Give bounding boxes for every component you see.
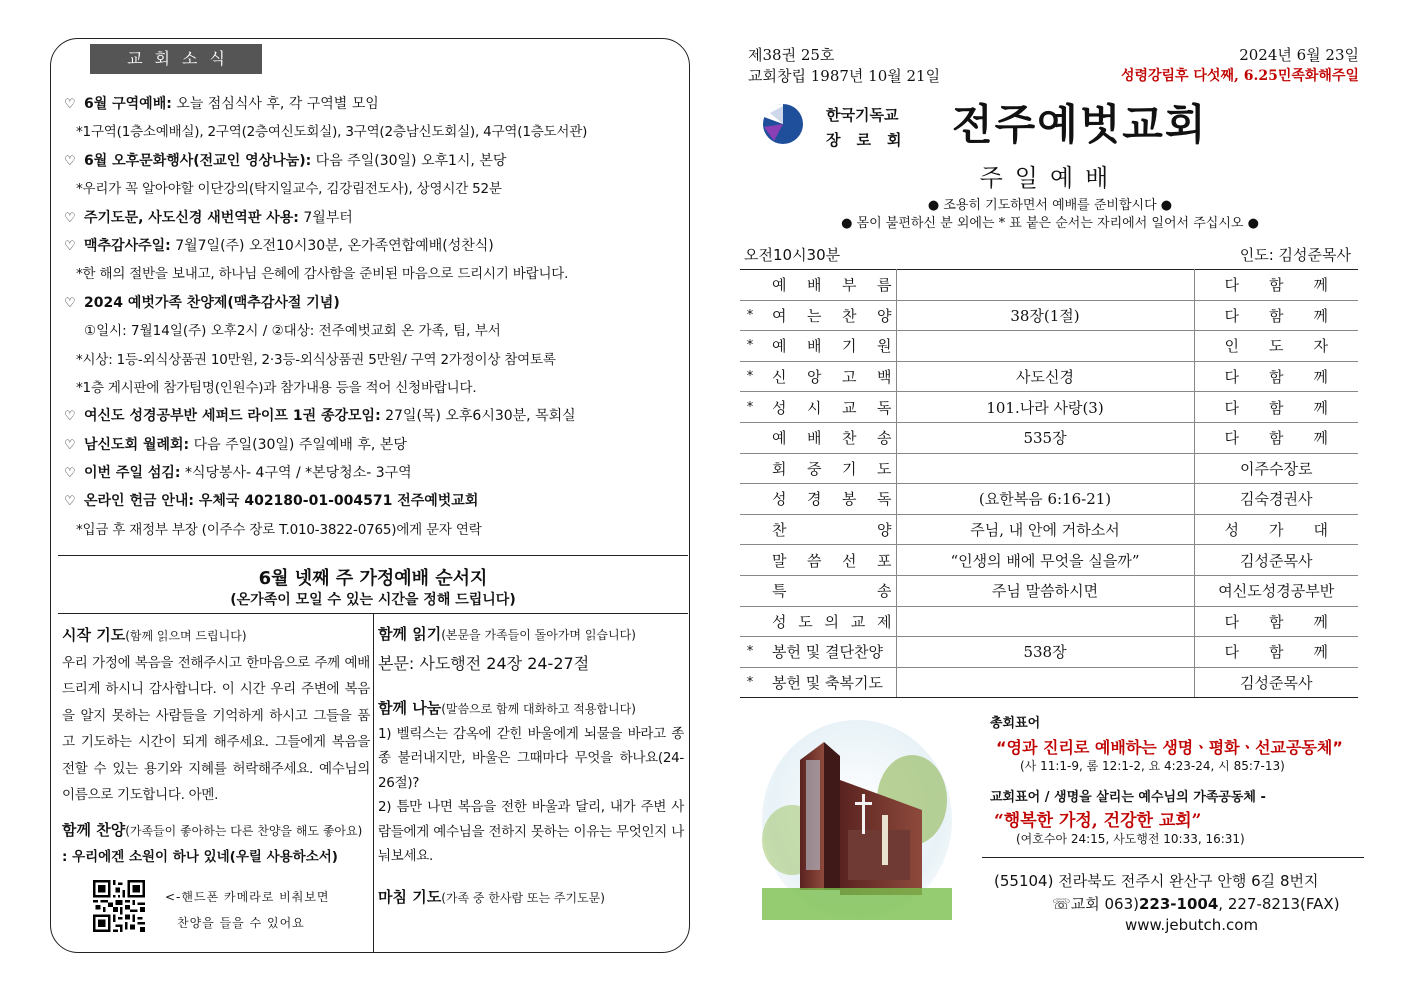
order-item-content: 주님 말씀하시면 [896,575,1194,606]
news-item-note: ①일시: 7월14일(주) 오후2시 / ②대상: 전주예벗교회 온 가족, 팀, 부서 [84,323,501,340]
order-row [740,606,1358,637]
letter: 배 [807,337,822,356]
order-item-person-text: 이주수장로 [1240,459,1313,478]
order-item-person-text [1195,305,1359,326]
sharing-question-1: 1) 벨릭스는 감옥에 갇힌 바울에게 뇌물을 바라고 종종 불러내지만, 바울은 그때마다 무엇을 하나요(24-26절)? [378,725,684,791]
order-item-content: 538장 [896,637,1194,668]
letter: 성 [772,490,787,509]
order-item-name-text [760,427,892,448]
news-list [64,90,684,544]
news-header: 교회소식 [90,44,262,74]
letter: 시 [807,398,822,417]
letter: 자 [1313,337,1328,356]
opening-prayer-text: 우리 가정에 복음을 전해주시고 한마음으로 주께 예배드리게 하시니 감사합니다. 이 시간 우리 주변에 복음을 알지 못하는 사람들을 기억하게 하시고 그들을 품고 기도하는 시간이 되게 해주세요. 그들에게 복음을 전할 수 있는 용기와 지혜를 허락해주세요. 예수님의 이름으로 기도합니다. 아멘. [62,654,370,803]
heart-bullet-icon: ♡ [64,295,76,311]
standing-mark: * [740,300,760,331]
news-item-detail: 7월7일(주) 오전10시30분, 온가족연합예배(성찬식) [170,237,494,254]
letter: 께 [1313,429,1328,448]
order-item-person-text [1195,519,1359,540]
letter: 가 [1269,521,1284,540]
letter: 배 [807,429,822,448]
news-item-detail: *식당봉사- 4구역 / *본당청소- 3구역 [180,465,412,482]
divider [982,857,1364,858]
news-item [64,374,684,402]
liturgical-season: 성령강림후 다섯째, 6.25민족화해주일 [1120,68,1359,84]
order-item-person [1194,361,1358,392]
order-item-content: 535장 [896,422,1194,453]
order-item-content: 주님, 내 안에 거하소서 [896,514,1194,545]
order-row [740,361,1358,392]
sharing-note: (말씀으로 함께 대화하고 적용합니다) [441,702,636,716]
standing-mark [740,484,760,515]
closing-note: (가족 중 한사람 또는 주기도문) [441,890,605,905]
news-item [64,232,684,260]
qr-note-line: <-핸드폰 카메라로 비춰보면 [165,890,330,904]
news-item-detail: 오늘 점심식사 후, 각 구역별 모임 [171,96,379,112]
letter: 백 [877,368,892,387]
letter: 고 [842,368,857,387]
order-row [740,331,1358,362]
news-item [64,118,684,146]
news-item-detail: 다음 주일(30일) 오후1시, 본당 [311,152,507,169]
news-item [64,90,684,118]
letter: 교 [850,612,866,631]
order-row [740,637,1358,668]
order-item-person-text [1195,427,1359,448]
letter: 함 [1269,643,1284,662]
order-row [740,575,1358,606]
order-item-name-text [760,397,892,418]
phone-main[interactable]: 223-1004 [1139,895,1219,913]
news-item-title: 2024 예벗가족 찬양제(맥추감사절 기념) [84,294,340,311]
order-item-name [760,361,896,392]
order-item-name-text [760,611,892,632]
news-item [64,346,684,374]
opening-prayer-note: (함께 읽으며 드립니다) [125,629,247,643]
standing-mark: * [740,667,760,698]
order-item-person [1194,514,1358,545]
letter: 함 [1269,276,1284,295]
order-item-name-text [760,550,892,571]
order-row [740,422,1358,453]
news-item [64,487,684,515]
order-item-name [760,575,896,606]
order-item-content [896,606,1194,637]
letter: 다 [1224,612,1239,631]
news-item [64,402,684,430]
letter: 부 [842,276,857,295]
order-item-person [1194,667,1358,698]
letter: 다 [1224,276,1239,295]
order-item-name [760,667,896,698]
order-item-name-text [760,519,892,540]
order-item-person-text [1195,611,1359,632]
letter: 도 [877,459,892,478]
order-row [740,514,1358,545]
order-item-person-text: 김성준목사 [1240,674,1313,693]
standing-mark [740,575,760,606]
order-item-name-text [760,305,892,326]
order-item-person [1194,484,1358,515]
letter: 송 [877,429,892,448]
order-item-person [1194,331,1358,362]
standing-mark [740,514,760,545]
church-motto: “행복한 가정, 건강한 교회” [994,811,1202,831]
order-item-person-text [1195,274,1359,295]
qr-code-icon[interactable] [93,880,145,932]
letter: 중 [807,459,822,478]
letter: 말 [772,551,787,570]
letter: 송 [877,582,892,601]
family-worship-right-column [378,622,684,910]
service-notice-2: ● 몸이 불편하신 분 외에는 * 표 붙은 순서는 자리에서 일어서 주십시오 ● [841,216,1259,231]
order-item-person-text: 김숙경권사 [1240,490,1313,509]
qr-note-line: 찬양을 들을 수 있어요 [177,916,305,930]
letter: 성 [1224,521,1239,540]
closing-heading [378,885,684,911]
letter: 제 [877,612,892,631]
service-time: 오전10시30분 [744,246,841,264]
order-item-name [760,300,896,331]
news-item-note: *1층 게시판에 참가팀명(인원수)과 참가내용 등을 적어 신청바랍니다. [76,379,477,396]
qr-note [165,884,330,936]
letter: 예 [772,276,787,295]
letter: 배 [807,276,822,295]
order-item-name [760,514,896,545]
order-item-name-text [760,366,892,387]
order-item-person [1194,300,1358,331]
hymn-text: : 우리에겐 소원이 하나 있네(우릴 사용하소서) [62,849,338,865]
letter: 교 [842,398,857,417]
phone-prefix: ☏교회 063) [1052,895,1139,913]
heart-bullet-icon: ♡ [64,437,76,453]
order-item-name [760,484,896,515]
order-item-name-text [760,274,892,295]
order-row [740,270,1358,301]
church-building-image [762,720,952,920]
heart-bullet-icon: ♡ [64,153,76,169]
service-leader: 인도: 김성준목사 [1239,246,1351,264]
hymn-note: (가족들이 좋아하는 다른 찬양을 해도 좋아요) [125,823,363,838]
order-item-person-text [1195,641,1359,662]
letter: 성 [772,612,787,631]
letter: 씀 [807,551,822,570]
letter: 다 [1224,643,1239,662]
founding-date: 교회창립 1987년 10월 21일 [748,67,941,85]
news-item [64,431,684,459]
letter: 신 [772,368,787,387]
news-item-detail: 7월부터 [298,209,353,226]
order-item-content: 38장(1절) [896,300,1194,331]
hymn-title: 함께 찬양 [62,820,126,839]
order-item-person [1194,545,1358,576]
news-item-note: *시상: 1등-외식상품권 10만원, 2·3등-외식상품권 5만원/ 구역 2가정이상 참여토록 [76,351,556,368]
order-row [740,667,1358,698]
order-item-person [1194,575,1358,606]
letter: 인 [1224,337,1239,356]
letter: 께 [1313,368,1328,387]
order-item-name [760,331,896,362]
heart-bullet-icon: ♡ [64,210,76,226]
opening-prayer-heading [62,622,370,650]
news-item [64,516,684,544]
order-item-content: 사도신경 [896,361,1194,392]
letter: 함 [1269,398,1284,417]
column-divider [373,613,374,953]
news-item-note: *1구역(1층소예배실), 2구역(2층여신도회실), 3구역(2층남신도회실), 4구역(1층도서관) [76,124,588,141]
order-item-person-text: 여신도성경공부반 [1218,582,1335,601]
letter: 양 [877,521,892,540]
order-item-person-text [1195,397,1359,418]
reading-heading [378,622,684,648]
news-item [64,289,684,317]
letter: 께 [1313,276,1328,295]
order-row [740,545,1358,576]
news-item-title: 6월 구역예배: [84,96,172,112]
order-row [740,392,1358,423]
letter: 다 [1224,306,1239,325]
letter: 특 [772,582,787,601]
church-motto-label: 교회표어 / 생명을 살리는 예수님의 가족공동체 - [990,790,1266,805]
letter: 찬 [772,521,787,540]
standing-mark [740,453,760,484]
general-motto: “영과 진리로 예배하는 생명ㆍ평화ㆍ선교공동체” [996,738,1343,757]
family-worship-title: 6월 넷째 주 가정예배 순서지 [258,568,488,589]
heart-bullet-icon: ♡ [64,97,76,112]
order-row [740,300,1358,331]
general-motto-reference: (사 11:1-9, 롬 12:1-2, 요 4:23-24, 시 85:7-13) [1020,759,1285,773]
order-item-name-text: 봉헌 및 축복기도 [772,674,883,693]
news-item-detail: 다음 주일(30일) 주일예배 후, 본당 [189,436,407,453]
letter: 도 [1269,337,1284,356]
news-item [64,317,684,345]
order-item-person [1194,637,1358,668]
letter: 경 [807,490,822,509]
standing-mark: * [740,637,760,668]
letter: 다 [1224,368,1239,387]
letter: 찬 [842,429,857,448]
news-item [64,459,684,487]
reading-note: (본문을 가족들이 돌아가며 읽습니다) [441,628,636,642]
heart-bullet-icon: ♡ [64,409,76,425]
order-item-content [896,667,1194,698]
bulletin-date: 2024년 6월 23일 [1239,46,1359,64]
order-item-person-text: 김성준목사 [1240,551,1313,570]
order-item-name [760,453,896,484]
order-item-name [760,392,896,423]
letter: 의 [824,612,839,631]
family-worship-left-column [62,622,370,871]
sharing-title: 함께 나눔 [378,699,442,717]
news-item-title: 여신도 성경공부반 세퍼드 라이프 1권 종강모임: [84,408,381,425]
order-item-person [1194,453,1358,484]
church-motto-reference: (여호수아 24:15, 사도행전 10:33, 16:31) [1016,832,1245,846]
letter: 대 [1313,521,1328,540]
news-item-title: 이번 주일 섬김: [84,465,181,482]
general-motto-label: 총회표어 [990,716,1041,731]
news-item-title: 주기도문, 사도신경 새번역판 사용: [84,209,299,226]
service-title: 주일예배 [979,164,1121,192]
order-row [740,484,1358,515]
news-item [64,147,684,175]
standing-mark: * [740,331,760,362]
news-item-title: 온라인 헌금 안내: 우체국 402180-01-004571 전주예벗교회 [84,493,479,510]
heart-bullet-icon: ♡ [64,466,76,482]
order-item-name-text [760,335,892,356]
order-item-content: “인생의 배에 무엇을 실을까” [896,545,1194,576]
order-item-name-text: 봉헌 및 결단찬양 [772,643,883,662]
standing-mark [740,545,760,576]
letter: 독 [877,490,892,509]
standing-mark: * [740,392,760,423]
order-item-content [896,453,1194,484]
letter: 께 [1313,643,1328,662]
letter: 함 [1269,612,1284,631]
denomination-line-2: 장로회 [826,131,918,149]
standing-mark: * [740,361,760,392]
heart-bullet-icon: ♡ [64,238,76,254]
letter: 앙 [807,368,822,387]
news-item-note: *한 해의 절반을 보내고, 하나님 은혜에 감사함을 준비된 마음으로 드리시기 바랍니다. [76,266,569,283]
order-item-name-text [760,488,892,509]
order-item-person-text [1195,335,1359,356]
letter: 름 [877,276,892,295]
letter: 기 [842,337,857,356]
letter: 양 [877,306,892,325]
order-item-person [1194,606,1358,637]
order-item-person [1194,270,1358,301]
reading-text: 본문: 사도행전 24장 24-27절 [378,653,590,673]
news-item-note: *입금 후 재정부 부장 (이주수 장로 T.010-3822-0765)에게 문자 연락 [76,521,482,538]
church-address: (55104) 전라북도 전주시 완산구 안행 6길 8번지 [994,872,1319,890]
denomination-line-1: 한국기독교 [826,106,899,124]
letter: 원 [877,337,892,356]
letter: 포 [877,551,892,570]
news-item [64,260,684,288]
reading-title: 함께 읽기 [378,625,442,643]
order-item-person [1194,422,1358,453]
news-item-detail: 27일(목) 오후6시30분, 목회실 [380,408,576,425]
order-item-name [760,270,896,301]
standing-mark [740,422,760,453]
news-item-note: *우리가 꼭 알아야할 이단강의(탁지일교수, 김강림전도사), 상영시간 52분 [76,181,502,198]
sharing-question-2: 2) 틈만 나면 복음을 전한 바울과 달리, 내가 주변 사람들에게 예수님을 전하지 못하는 이유는 무엇인지 나눠보세요. [378,799,684,864]
volume-number: 제38권 25호 [748,46,835,64]
letter: 께 [1313,398,1328,417]
closing-title: 마침 기도 [378,887,442,906]
church-logo-icon [762,103,804,145]
letter: 회 [772,459,787,478]
news-item-title: 남신도회 월례회: [84,436,190,453]
order-item-content [896,270,1194,301]
standing-mark [740,270,760,301]
letter: 예 [772,337,787,356]
letter: 함 [1269,368,1284,387]
letter: 기 [842,459,857,478]
service-notice-1: ● 조용히 기도하면서 예배를 준비합시다 ● [927,198,1173,213]
letter: 께 [1313,306,1328,325]
church-name: 전주예벗교회 [952,100,1208,149]
order-item-name [760,545,896,576]
letter: 도 [798,612,813,631]
opening-prayer-title: 시작 기도 [62,626,126,644]
divider [58,555,688,556]
letter: 다 [1224,429,1239,448]
order-row [740,453,1358,484]
order-item-person [1194,392,1358,423]
phone-rest: , 227-8213(FAX) [1218,895,1340,913]
letter: 봉 [842,490,857,509]
order-item-content [896,331,1194,362]
news-item-title: 6월 오후문화행사(전교인 영상나눔): [84,152,312,169]
letter: 예 [772,429,787,448]
family-worship-subtitle: (온가족이 모일 수 있는 시간을 정해 드립니다) [230,592,516,608]
letter: 함 [1269,306,1284,325]
news-item [64,204,684,232]
order-item-name-text [760,458,892,479]
order-item-name [760,422,896,453]
heart-bullet-icon: ♡ [64,494,76,510]
letter: 여 [772,306,787,325]
order-item-person-text [1195,366,1359,387]
order-of-worship-table [740,269,1358,698]
letter: 찬 [842,306,857,325]
church-phone [1052,893,1340,914]
letter: 께 [1313,612,1328,631]
hymn-heading [62,817,370,845]
letter: 함 [1269,429,1284,448]
letter: 성 [772,398,787,417]
letter: 선 [842,551,857,570]
order-item-name [760,637,896,668]
church-website-link[interactable]: www.jebutch.com [1125,916,1259,934]
news-item [64,175,684,203]
standing-mark [740,606,760,637]
order-item-content: 101.나라 사랑(3) [896,392,1194,423]
order-item-name [760,606,896,637]
order-item-content: (요한복음 6:16-21) [896,484,1194,515]
order-item-name-text [760,580,892,601]
letter: 다 [1224,398,1239,417]
letter: 독 [877,398,892,417]
sharing-heading [378,696,684,722]
news-item-title: 맥추감사주일: [84,237,171,254]
letter: 는 [807,306,822,325]
